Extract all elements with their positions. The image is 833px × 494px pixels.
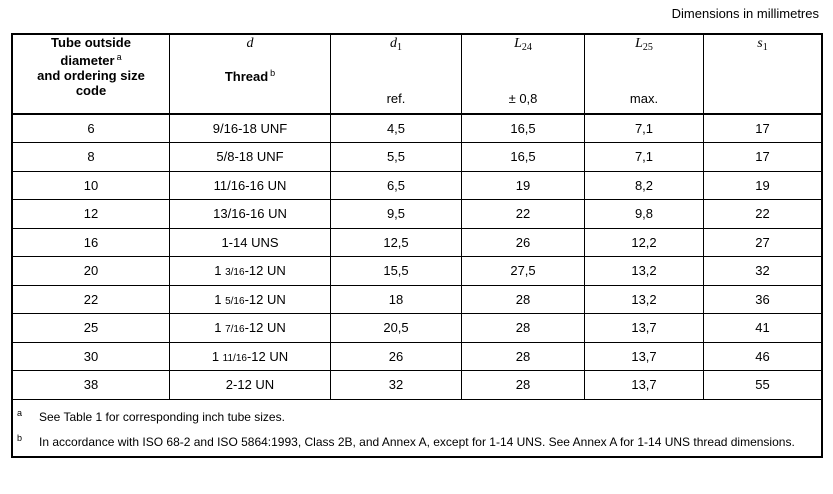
cell-L24: 16,5: [462, 114, 585, 143]
cell-s1: 46: [704, 342, 823, 371]
thread-fraction: 11/16: [222, 352, 247, 364]
footnote-ref-a: a: [116, 52, 122, 62]
cell-thread: [170, 257, 331, 286]
header-L24-subscript: 24: [521, 42, 532, 53]
cell-thread: [170, 371, 331, 400]
cell-tube-diameter: 25: [12, 314, 170, 343]
cell-L25: 13,7: [585, 342, 704, 371]
cell-L25: 7,1: [585, 114, 704, 143]
header-L24: [462, 34, 585, 114]
thread-whole: 1: [214, 291, 226, 307]
cell-tube-diameter: 12: [12, 200, 170, 229]
footnote: [17, 431, 817, 450]
cell-thread: [170, 171, 331, 200]
cell-d1: 12,5: [331, 228, 462, 257]
table-row: [12, 143, 822, 172]
cell-L25: 13,2: [585, 285, 704, 314]
table-row: [12, 371, 822, 400]
cell-thread: [170, 200, 331, 229]
cell-L25: 13,7: [585, 314, 704, 343]
footnote-mark: b: [17, 432, 23, 443]
header-d1-symbol: d: [390, 36, 397, 51]
table-footnotes: [12, 399, 822, 457]
thread-rest: 13/16-16 UN: [213, 206, 287, 222]
cell-L24: 28: [462, 342, 585, 371]
cell-s1: 36: [704, 285, 823, 314]
footnote-ref-b: b: [270, 68, 276, 78]
header-tube-line4: code: [75, 83, 107, 98]
header-d-symbol: d: [246, 36, 254, 51]
cell-L24: 28: [462, 314, 585, 343]
cell-s1: 17: [704, 114, 823, 143]
table-row: [12, 200, 822, 229]
table-row: [12, 257, 822, 286]
cell-L25: 12,2: [585, 228, 704, 257]
header-thread-label: Thread: [224, 69, 269, 84]
cell-d1: 20,5: [331, 314, 462, 343]
table-row: [12, 314, 822, 343]
header-L24-note: ± 0,8: [508, 91, 538, 106]
thread-rest: 9/16-18 UNF: [212, 121, 288, 136]
footnote: [17, 406, 817, 425]
cell-L25: 13,7: [585, 371, 704, 400]
cell-L25: 9,8: [585, 200, 704, 229]
footnotes-cell: [12, 399, 822, 457]
thread-rest: 11/16-16 UN: [213, 177, 287, 193]
header-d1: [331, 34, 462, 114]
cell-d1: 18: [331, 285, 462, 314]
cell-L24: 22: [462, 200, 585, 229]
cell-L24: 19: [462, 171, 585, 200]
header-s1-subscript: 1: [762, 42, 768, 53]
cell-s1: 55: [704, 371, 823, 400]
cell-tube-diameter: 6: [12, 114, 170, 143]
cell-d1: 4,5: [331, 114, 462, 143]
header-tube-line1: Tube outside: [51, 35, 131, 50]
table-row: [12, 285, 822, 314]
cell-s1: 17: [704, 143, 823, 172]
cell-thread: [170, 228, 331, 257]
cell-thread: [170, 342, 331, 371]
thread-fraction: 5/16: [225, 295, 245, 307]
units-note: Dimensions in millimetres: [671, 6, 819, 21]
cell-thread: [170, 114, 331, 143]
thread-whole: 1: [214, 320, 226, 336]
cell-tube-diameter: 10: [12, 171, 170, 200]
header-L24-symbol: L: [514, 36, 522, 51]
table-row: [12, 342, 822, 371]
cell-d1: 6,5: [331, 171, 462, 200]
header-tube-line2: diameter: [60, 53, 115, 68]
header-d1-note: ref.: [386, 91, 406, 106]
cell-d1: 5,5: [331, 143, 462, 172]
table-row: [12, 228, 822, 257]
cell-s1: 22: [704, 200, 823, 229]
header-tube-diameter: [12, 34, 170, 114]
cell-s1: 41: [704, 314, 823, 343]
cell-tube-diameter: 22: [12, 285, 170, 314]
cell-L24: 16,5: [462, 143, 585, 172]
cell-thread: [170, 285, 331, 314]
thread-whole: 1: [211, 348, 223, 364]
cell-L24: 28: [462, 285, 585, 314]
header-s1: [704, 34, 823, 114]
header-L25-note: max.: [629, 91, 659, 106]
header-L25-subscript: 25: [642, 42, 653, 53]
cell-s1: 27: [704, 228, 823, 257]
cell-d1: 9,5: [331, 200, 462, 229]
cell-L25: 7,1: [585, 143, 704, 172]
cell-d1: 26: [331, 342, 462, 371]
thread-whole: 1: [214, 263, 226, 279]
cell-s1: 32: [704, 257, 823, 286]
cell-d1: 15,5: [331, 257, 462, 286]
thread-fraction: 7/16: [225, 324, 245, 336]
table-row: [12, 171, 822, 200]
table-header: [12, 34, 822, 114]
footnote-text: In accordance with ISO 68-2 and ISO 5864:1993, Class 2B, and Annex A, except for 1-14 UNS. See Annex A for 1-14 UNS thread dimensions.: [39, 434, 795, 449]
cell-L25: 8,2: [585, 171, 704, 200]
dimensions-table: [11, 33, 823, 458]
thread-rest: -12 UN: [244, 320, 286, 336]
header-tube-line3: and ordering size: [37, 68, 145, 83]
cell-L24: 28: [462, 371, 585, 400]
cell-L24: 26: [462, 228, 585, 257]
footnote-mark: a: [17, 407, 23, 418]
cell-L25: 13,2: [585, 257, 704, 286]
header-L25: [585, 34, 704, 114]
cell-thread: [170, 143, 331, 172]
cell-thread: [170, 314, 331, 343]
thread-rest: 1-14 UNS: [221, 234, 279, 250]
thread-rest: -12 UN: [246, 348, 289, 364]
cell-L24: 27,5: [462, 257, 585, 286]
thread-rest: -12 UN: [244, 263, 286, 279]
cell-tube-diameter: 16: [12, 228, 170, 257]
header-s1-symbol: s: [757, 36, 763, 51]
cell-tube-diameter: 30: [12, 342, 170, 371]
header-L25-symbol: L: [635, 36, 643, 51]
thread-rest: 5/8-18 UNF: [216, 149, 284, 165]
thread-fraction: 3/16: [225, 267, 245, 279]
cell-tube-diameter: 38: [12, 371, 170, 400]
thread-rest: -12 UN: [244, 291, 286, 307]
cell-s1: 19: [704, 171, 823, 200]
header-d1-subscript: 1: [397, 42, 402, 53]
footnote-text: See Table 1 for corresponding inch tube sizes.: [39, 409, 285, 424]
cell-tube-diameter: 20: [12, 257, 170, 286]
cell-d1: 32: [331, 371, 462, 400]
header-d: [170, 34, 331, 114]
table-body: [12, 114, 822, 399]
thread-rest: 2-12 UN: [225, 377, 275, 393]
table-row: [12, 114, 822, 143]
cell-tube-diameter: 8: [12, 143, 170, 172]
